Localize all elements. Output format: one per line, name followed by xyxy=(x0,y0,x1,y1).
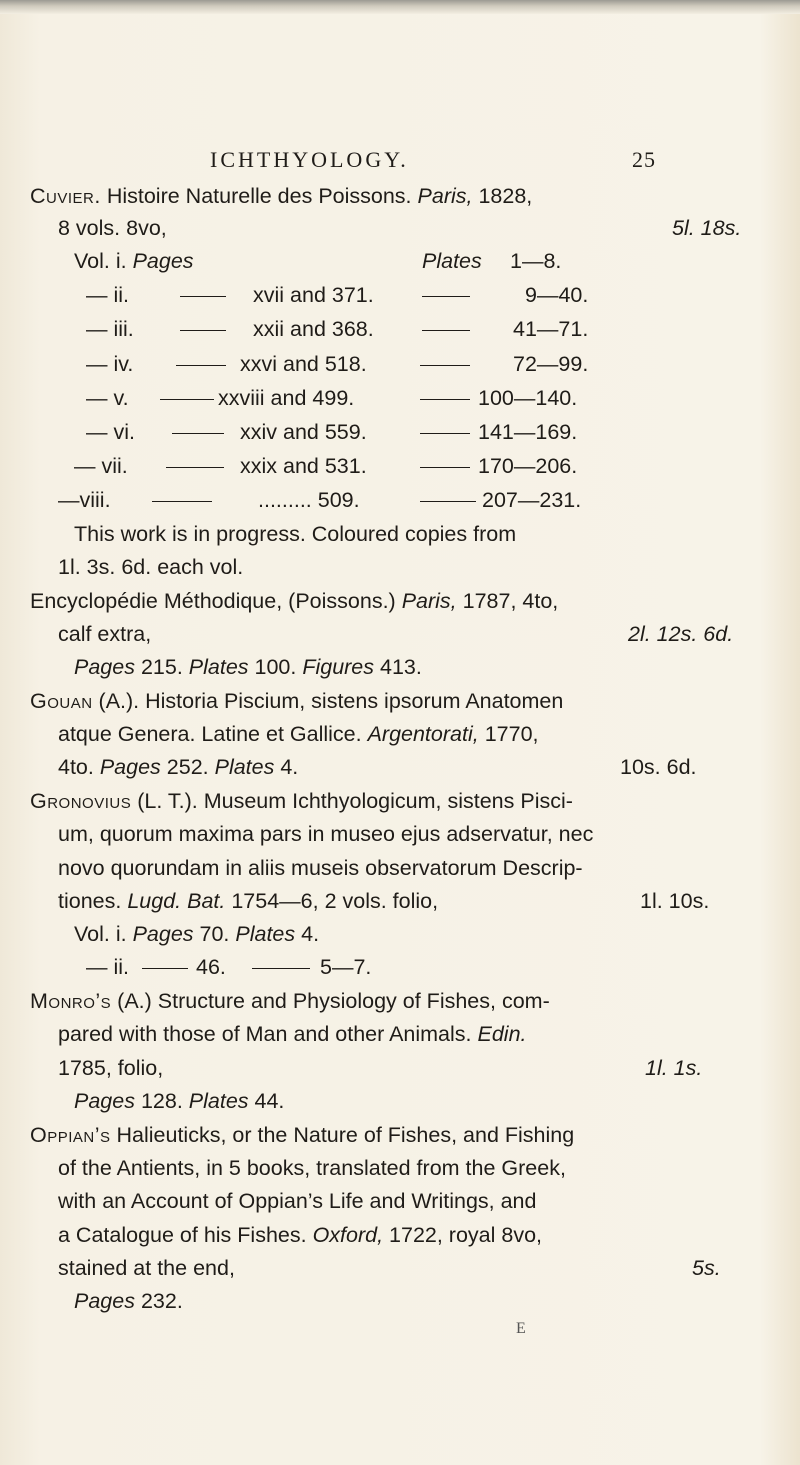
encyclopedie-collation: Pages 215. Plates 100. Figures 413. xyxy=(74,655,422,679)
cuvier-line-1: Cuvier. Histoire Naturelle des Poissons. Paris, 1828, xyxy=(30,184,533,208)
cuvier-plates-heading: Plates xyxy=(422,249,482,273)
gouan-line-1: Gouan (A.). Historia Piscium, sistens ipsorum Anatomen xyxy=(30,689,564,713)
cuvier-vol-plates: 1—8. xyxy=(510,249,562,273)
encyclopedie-price: 2l. 12s. 6d. xyxy=(628,622,734,646)
cuvier-price: 5l. 18s. xyxy=(672,216,742,240)
monro-line-3: 1785, folio, xyxy=(58,1056,164,1080)
oppian-line-2: of the Antients, in 5 books, translated from the Greek, xyxy=(58,1156,566,1180)
monro-collation: Pages 128. Plates 44. xyxy=(74,1089,285,1113)
oppian-collation: Pages 232. xyxy=(74,1289,183,1313)
gronovius-price: 1l. 10s. xyxy=(640,889,710,913)
oppian-price: 5s. xyxy=(692,1256,721,1280)
oppian-line-4: a Catalogue of his Fishes. Oxford, 1722, royal 8vo, xyxy=(58,1223,543,1247)
cuvier-line-2: 8 vols. 8vo, xyxy=(58,216,167,240)
oppian-line-3: with an Account of Oppian’s Life and Writings, and xyxy=(58,1189,537,1213)
gouan-line-3: 4to. Pages 252. Plates 4. xyxy=(58,755,299,779)
monro-price: 1l. 1s. xyxy=(645,1056,703,1080)
encyclopedie-line-1: Encyclopédie Méthodique, (Poissons.) Paris, 1787, 4to, xyxy=(30,589,559,613)
encyclopedie-binding: calf extra, xyxy=(58,622,152,646)
gronovius-line-1: Gronovius (L. T.). Museum Ichthyologicum, sistens Pisci- xyxy=(30,789,573,813)
running-header xyxy=(0,147,800,177)
gouan-price: 10s. 6d. xyxy=(620,755,697,779)
gronovius-line-4: tiones. Lugd. Bat. 1754—6, 2 vols. folio, xyxy=(58,889,439,913)
gronovius-vol-1: Vol. i. Pages 70. Plates 4. xyxy=(74,922,320,946)
oppian-line-5: stained at the end, xyxy=(58,1256,235,1280)
page-top-edge xyxy=(0,0,800,14)
monro-line-2: pared with those of Man and other Animals. Edin. xyxy=(58,1022,527,1046)
gronovius-line-3: novo quorundam in aliis museis observatorum Descrip- xyxy=(58,856,583,880)
signature-mark: E xyxy=(516,1320,526,1337)
monro-line-1: Monro’s (A.) Structure and Physiology of Fishes, com- xyxy=(30,989,550,1013)
page-number: 25 xyxy=(632,147,656,172)
book-page: ICHTHYOLOGY. 25 Cuvier. Histoire Naturelle des Poissons. Paris, 1828, 8 vols. 8vo, 5l. 18s. Vol. i. Pages Plates 1—8. — ii. xvii and 371. 9—40. — iii. xxii and 368. 41—71. — iv. xxvi and 518. 72—99. — v. xxviii and 499. 100—140. — vi. xxiv and 559. 141—169. — vii. xxix and 531. 170—206. —viii. ......... 509. 207—231. This work is in progress. Coloured copies from 1l. 3s. 6d. each vol. Encyclopédie Méthodique, (Poissons.) Paris, 1787, 4to, calf extra, 2l. 12s. 6d. Pages 215. Plates 100. Figures 413. Gouan (A.). Historia Piscium, sistens ipsorum Anatomen atque Genera. Latine et Gallice. Argentorati, 1770, 4to. Pages 252. Plates 4. 10s. 6d. Gronovius (L. T.). Museum Ichthyologicum, sistens Pisci- um, quorum maxima pars in museo ejus adservatur, nec novo quorundam in aliis museis observatorum Descrip- tiones. Lugd. Bat. 1754—6, 2 vols. folio, 1l. 10s. Vol. i. Pages 70. Plates 4. — ii. 46. 5—7. Monro’s (A.) Structure and Physiology of Fishes, com- pared with those of Man and other Animals. Edin. 1785, folio, 1l. 1s. Pages 128. Plates 44. Oppian’s Halieuticks, or the Nature of Fishes, and Fishing of the Antients, in 5 books, translated from the Greek, with an Account of Oppian’s Life and Writings, and a Catalogue of his Fishes. Oxford, 1722, royal 8vo, stained at the end, 5s. Pages 232. E xyxy=(0,0,800,1465)
cuvier-note-1: This work is in progress. Coloured copies from xyxy=(74,522,517,546)
cuvier-vol-i: Vol. i. Pages xyxy=(74,249,194,273)
oppian-line-1: Oppian’s Halieuticks, or the Nature of Fishes, and Fishing xyxy=(30,1123,575,1147)
cuvier-note-2: 1l. 3s. 6d. each vol. xyxy=(58,555,244,579)
header-title: ICHTHYOLOGY. xyxy=(210,147,409,172)
gouan-line-2: atque Genera. Latine et Gallice. Argentorati, 1770, xyxy=(58,722,539,746)
gronovius-line-2: um, quorum maxima pars in museo ejus adservatur, nec xyxy=(58,822,594,846)
